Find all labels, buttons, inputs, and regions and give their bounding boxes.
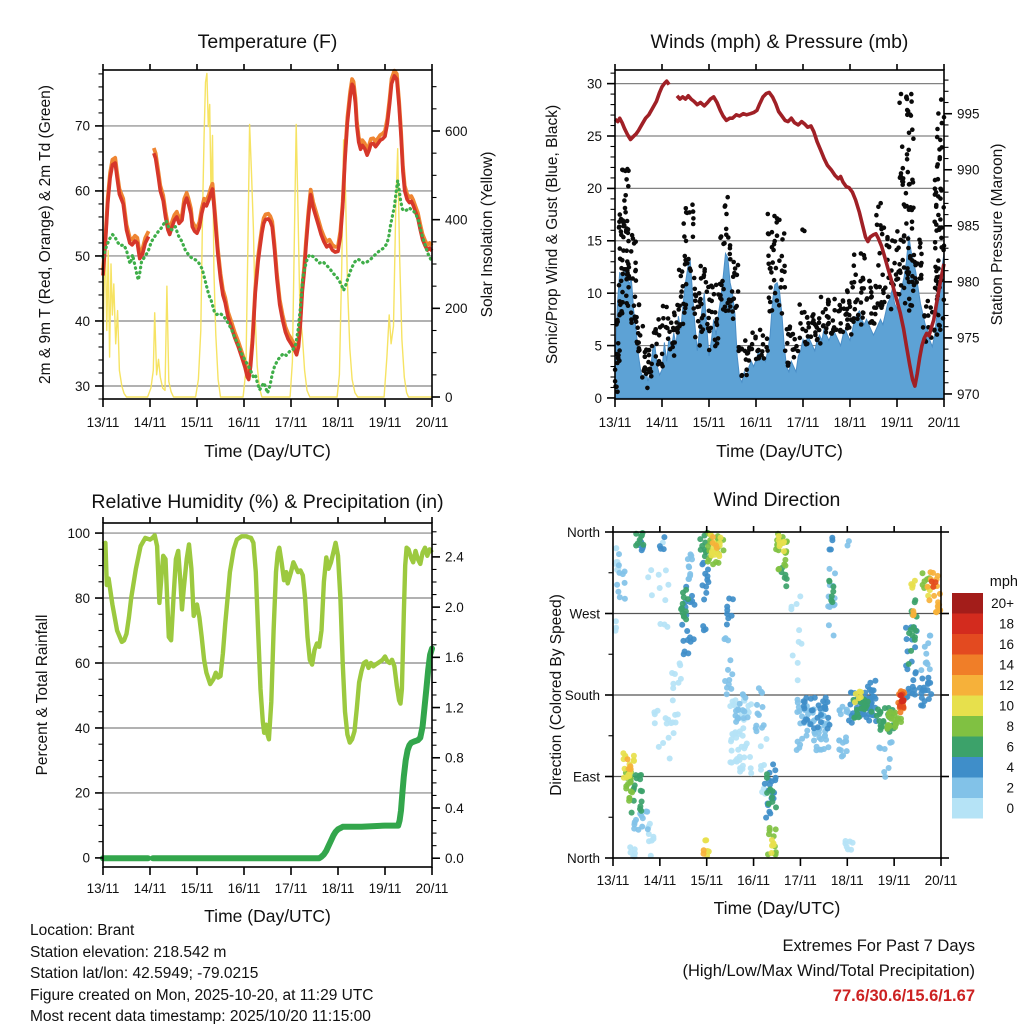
y-tick-label: 600 <box>445 123 468 139</box>
y-tick-label: 0.8 <box>445 750 464 766</box>
x-tick-label: 13/11 <box>86 881 120 896</box>
x-tick-label: 16/11 <box>737 873 770 888</box>
x-tick-label: 19/11 <box>880 415 914 430</box>
legend-swatch <box>952 614 983 635</box>
chart-title: Wind Direction <box>713 489 841 511</box>
x-tick-label: 15/11 <box>180 881 214 896</box>
x-tick-label: 20/11 <box>927 415 961 430</box>
station-location: Location: Brant <box>30 922 135 939</box>
y-tick-label: 40 <box>74 313 90 329</box>
x-tick-label: 18/11 <box>321 415 355 430</box>
x-tick-label: 14/11 <box>643 873 677 888</box>
plot-frame <box>103 523 432 867</box>
humidity-chart <box>34 491 464 926</box>
x-tick-label: 15/11 <box>692 415 726 430</box>
data-timestamp: Most recent data timestamp: 2025/10/20 11:15:00 <box>30 1008 371 1024</box>
x-tick-label: 15/11 <box>180 415 214 430</box>
y-tick-label: 60 <box>74 655 90 671</box>
y-tick-label: 10 <box>586 285 602 301</box>
legend-swatch <box>952 737 983 758</box>
temperature-series-solar <box>103 73 432 397</box>
legend-label: 16 <box>998 637 1014 653</box>
y-tick-label: North <box>566 850 600 866</box>
legend-title: mph <box>989 574 1018 590</box>
legend-label: 8 <box>1006 719 1014 735</box>
station-info <box>30 920 374 1024</box>
y-tick-label: 30 <box>74 378 90 394</box>
legend-label: 20+ <box>991 596 1014 612</box>
plot-frame <box>103 70 432 399</box>
x-tick-label: 16/11 <box>227 415 261 430</box>
legend-swatch <box>952 675 983 696</box>
x-tick-label: 14/11 <box>133 881 167 896</box>
y-axis-title: Sonic/Prop Wind & Gust (Blue, Black) <box>544 104 561 365</box>
x-tick-label: 16/11 <box>227 881 261 896</box>
y-axis-title: 2m & 9m T (Red, Orange) & 2m Td (Green) <box>37 85 54 384</box>
x-tick-label: 17/11 <box>274 415 308 430</box>
y-tick-label: 0.4 <box>445 800 464 816</box>
y-tick-label: 1.6 <box>445 650 464 666</box>
x-tick-label: 15/11 <box>690 873 724 888</box>
station-elevation: Station elevation: 218.542 m <box>30 943 227 961</box>
y-tick-label: 2.4 <box>445 549 464 565</box>
y-tick-label: 970 <box>957 386 980 402</box>
x-axis-title: Time (Day/UTC) <box>713 898 841 918</box>
y-tick-label: 0 <box>594 390 602 406</box>
extremes-values: 77.6/30.6/15.6/1.67 <box>832 987 975 1005</box>
y-tick-label: 2.0 <box>445 599 464 615</box>
extremes-subtitle: (High/Low/Max Wind/Total Precipitation) <box>682 962 975 980</box>
x-axis-title: Time (Day/UTC) <box>204 906 331 926</box>
y-tick-label: 20 <box>586 181 602 197</box>
y-tick-label: 15 <box>586 233 602 249</box>
y-tick-label: 975 <box>957 330 980 346</box>
x-tick-label: 20/11 <box>415 881 449 896</box>
x-tick-label: 13/11 <box>598 415 632 430</box>
chart-title: Winds (mph) & Pressure (mb) <box>650 31 909 53</box>
x-tick-label: 16/11 <box>739 415 773 430</box>
x-tick-label: 14/11 <box>133 415 167 430</box>
x-tick-label: 19/11 <box>368 881 402 896</box>
temperature-chart <box>37 31 496 461</box>
legend-swatch <box>952 634 983 655</box>
x-tick-label: 19/11 <box>877 873 911 888</box>
y-tick-label: 60 <box>74 183 90 199</box>
y-tick-label: South <box>564 687 600 703</box>
humidity-series-rh <box>103 535 432 742</box>
y-tick-label: 980 <box>957 274 980 290</box>
y-tick-label: 50 <box>74 248 90 264</box>
legend-swatch <box>952 798 983 819</box>
speed-colorbar-legend <box>952 574 1018 819</box>
y-axis-title: Solar Insolation (Yellow) <box>479 151 496 318</box>
x-tick-label: 13/11 <box>596 873 630 888</box>
x-tick-label: 18/11 <box>833 415 867 430</box>
legend-label: 2 <box>1006 780 1014 796</box>
x-axis-title: Time (Day/UTC) <box>716 441 843 461</box>
y-tick-label: 0 <box>445 389 453 405</box>
x-tick-label: 13/11 <box>86 415 120 430</box>
y-tick-label: 40 <box>74 720 90 736</box>
y-tick-label: 70 <box>74 118 90 134</box>
x-tick-label: 17/11 <box>786 415 820 430</box>
y-tick-label: 0 <box>82 850 90 866</box>
chart-title: Relative Humidity (%) & Precipitation (in) <box>91 491 444 513</box>
legend-label: 18 <box>998 616 1014 632</box>
legend-label: 14 <box>998 657 1014 673</box>
station-latlon: Station lat/lon: 42.5949; -79.0215 <box>30 965 259 982</box>
figure-created: Figure created on Mon, 2025-10-20, at 11:29 UTC <box>30 986 374 1004</box>
legend-swatch <box>952 778 983 799</box>
y-tick-label: 25 <box>586 128 602 144</box>
x-tick-label: 14/11 <box>645 415 679 430</box>
y-tick-label: North <box>566 524 600 540</box>
temperature-series-temp9m <box>103 71 432 375</box>
x-axis-title: Time (Day/UTC) <box>204 441 331 461</box>
y-tick-label: 990 <box>957 162 980 178</box>
x-tick-label: 18/11 <box>830 873 864 888</box>
y-tick-label: 5 <box>594 338 602 354</box>
wind_direction-chart <box>548 489 1018 918</box>
legend-label: 10 <box>998 698 1014 714</box>
x-tick-label: 19/11 <box>368 415 402 430</box>
y-tick-label: East <box>572 769 600 785</box>
y-tick-label: 80 <box>74 590 90 606</box>
legend-label: 6 <box>1006 739 1014 755</box>
y-tick-label: West <box>569 606 600 622</box>
y-tick-label: 20 <box>74 785 90 801</box>
y-tick-label: 400 <box>445 212 468 228</box>
y-tick-label: 30 <box>586 76 602 92</box>
y-tick-label: 0.0 <box>445 851 464 867</box>
legend-label: 0 <box>1006 801 1014 817</box>
legend-swatch <box>952 757 983 778</box>
y-tick-label: 995 <box>957 106 980 122</box>
x-tick-label: 20/11 <box>924 873 958 888</box>
y-tick-label: 985 <box>957 218 980 234</box>
y-axis-title: Station Pressure (Maroon) <box>989 143 1006 326</box>
x-tick-label: 17/11 <box>784 873 817 888</box>
chart-title: Temperature (F) <box>197 31 338 53</box>
winds-chart <box>544 31 1006 461</box>
legend-swatch <box>952 696 983 717</box>
y-tick-label: 100 <box>67 525 90 541</box>
y-axis-title: Direction (Colored By Speed) <box>548 594 565 796</box>
extremes-title: Extremes For Past 7 Days <box>782 937 975 955</box>
legend-swatch <box>952 593 983 614</box>
legend-label: 4 <box>1006 760 1014 776</box>
x-tick-label: 17/11 <box>274 881 308 896</box>
x-tick-label: 20/11 <box>415 415 449 430</box>
y-tick-label: 200 <box>445 301 468 317</box>
legend-swatch <box>952 716 983 737</box>
humidity-series-precip <box>103 649 432 859</box>
extremes-summary <box>682 934 975 1009</box>
legend-label: 12 <box>998 678 1014 694</box>
y-tick-label: 1.2 <box>445 700 464 716</box>
legend-swatch <box>952 655 983 676</box>
temperature-series-temp2m <box>103 76 432 380</box>
x-tick-label: 18/11 <box>321 881 355 896</box>
y-axis-title: Percent & Total Rainfall <box>34 614 51 776</box>
